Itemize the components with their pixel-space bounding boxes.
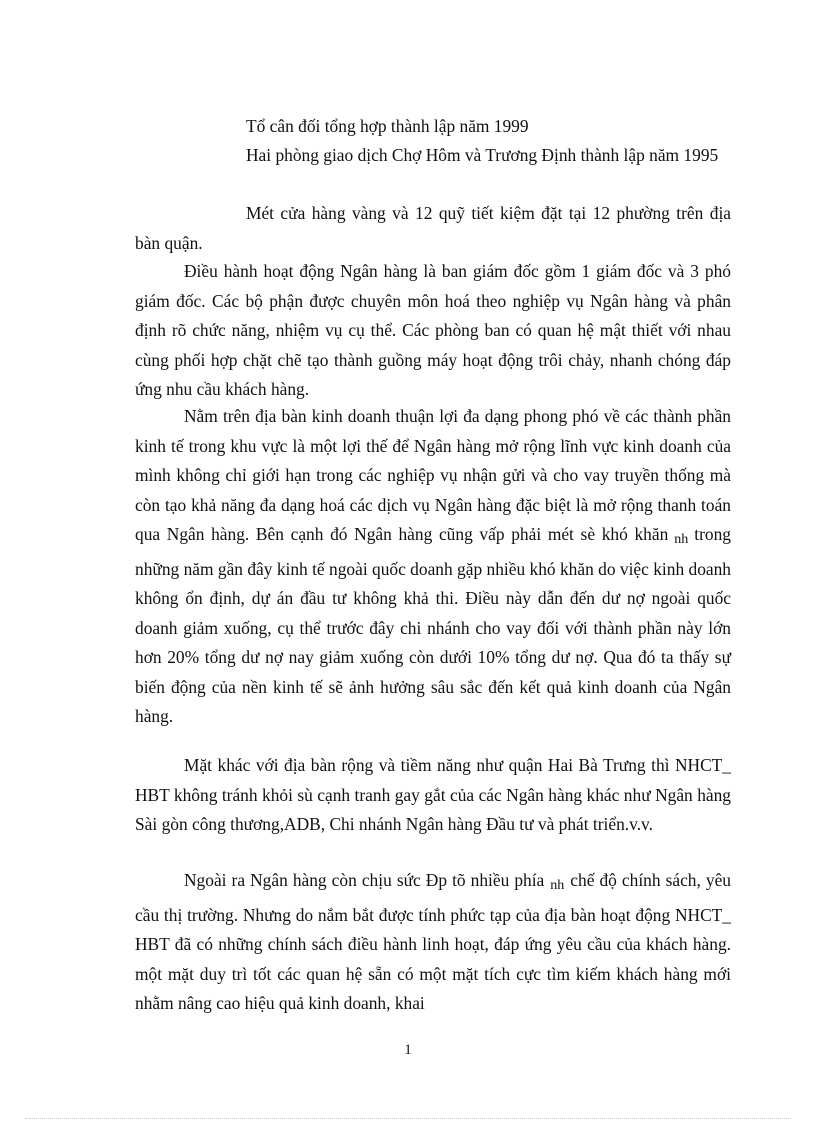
- inline-mark: nh: [674, 532, 689, 547]
- paragraph-text-part: chế độ chính sách, yêu cầu thị trường. Nhưng do nắm bắt được tính phức tạp của địa bàn hoạt động NHCT_ HBT đã có những chính sách điều hành linh hoạt, đáp ứng yêu cầu của khách hàng. một mặt duy trì tốt các quan hệ sẵn có một mặt tích cực tìm kiếm khách hàng mới nhằm nâng cao hiệu quả kinh doanh, khai: [135, 870, 731, 1013]
- inline-mark: nh: [550, 878, 565, 893]
- line-cua-hang-vang: Mét cửa hàng vàng và 12 quỹ tiết kiệm đặt tại 12 phường trên địa bàn quận.: [135, 203, 731, 253]
- paragraph-text-part: Ngoài ra Ngân hàng còn chịu sức Ðp tõ nhiều phía: [184, 870, 545, 890]
- page-bottom-divider: [25, 1118, 791, 1119]
- paragraph-suc-ep: [135, 866, 731, 1019]
- line-to-can-doi: Tổ cân đối tổng hợp thành lập năm 1999: [246, 116, 529, 136]
- paragraph-text-part: trong những năm gần đây kinh tế ngoài quốc doanh gặp nhiều khó khăn do việc kinh doanh không ổn định, dự án đầu tư không khả thi. Điều này dẫn đến dư nợ ngoài quốc doanh giảm xuống, cụ thể trước đây chi nhánh cho vay đối với thành phần này lớn hơn 20% tổng dư nợ nay giảm xuống còn dưới 10% tổng dư nợ. Qua đó ta thấy sự biến động của nền kinh tế sẽ ảnh hưởng sâu sắc đến kết quả kinh doanh của Ngân hàng.: [135, 524, 731, 726]
- line-phong-giao-dich: Hai phòng giao dịch Chợ Hôm và Trương Định thành lập năm 1995: [246, 145, 719, 165]
- paragraph-dia-ban-kinh-doanh: [135, 402, 731, 732]
- paragraph-canh-tranh: Mặt khác với địa bàn rộng và tiềm năng như quận Hai Bà Trưng thì NHCT_ HBT không tránh khỏi sù cạnh tranh gay gắt của các Ngân hàng khác như Ngân hàng Sài gòn công thương,ADB, Chi nhánh Ngân hàng Đầu tư và phát triển.v.v.: [135, 755, 731, 834]
- page-number: 1: [404, 1042, 412, 1058]
- paragraph-text-part: Nằm trên địa bàn kinh doanh thuận lợi đa dạng phong phó về các thành phần kinh tế trong khu vực là một lợi thế để Ngân hàng mở rộng lĩnh vực kinh doanh của mình không chỉ giới hạn trong các nghiệp vụ nhận gửi và cho vay truyền thống mà còn tạo khả năng đa dạng hoá các dịch vụ Ngân hàng đặc biệt là mở rộng thanh toán qua Ngân hàng. Bên cạnh đó Ngân hàng cũng vấp phải mét sè khó khăn: [135, 406, 731, 544]
- paragraph-dieu-hanh: Điều hành hoạt động Ngân hàng là ban giám đốc gồm 1 giám đốc và 3 phó giám đốc. Các bộ phận được chuyên môn hoá theo nghiệp vụ Ngân hàng và phân định rõ chức năng, nhiệm vụ cụ thể. Các phòng ban có quan hệ mật thiết với nhau cùng phối hợp chặt chẽ tạo thành guồng máy hoạt động trôi chảy, nhanh chóng đáp ứng nhu cầu khách hàng.: [135, 261, 731, 399]
